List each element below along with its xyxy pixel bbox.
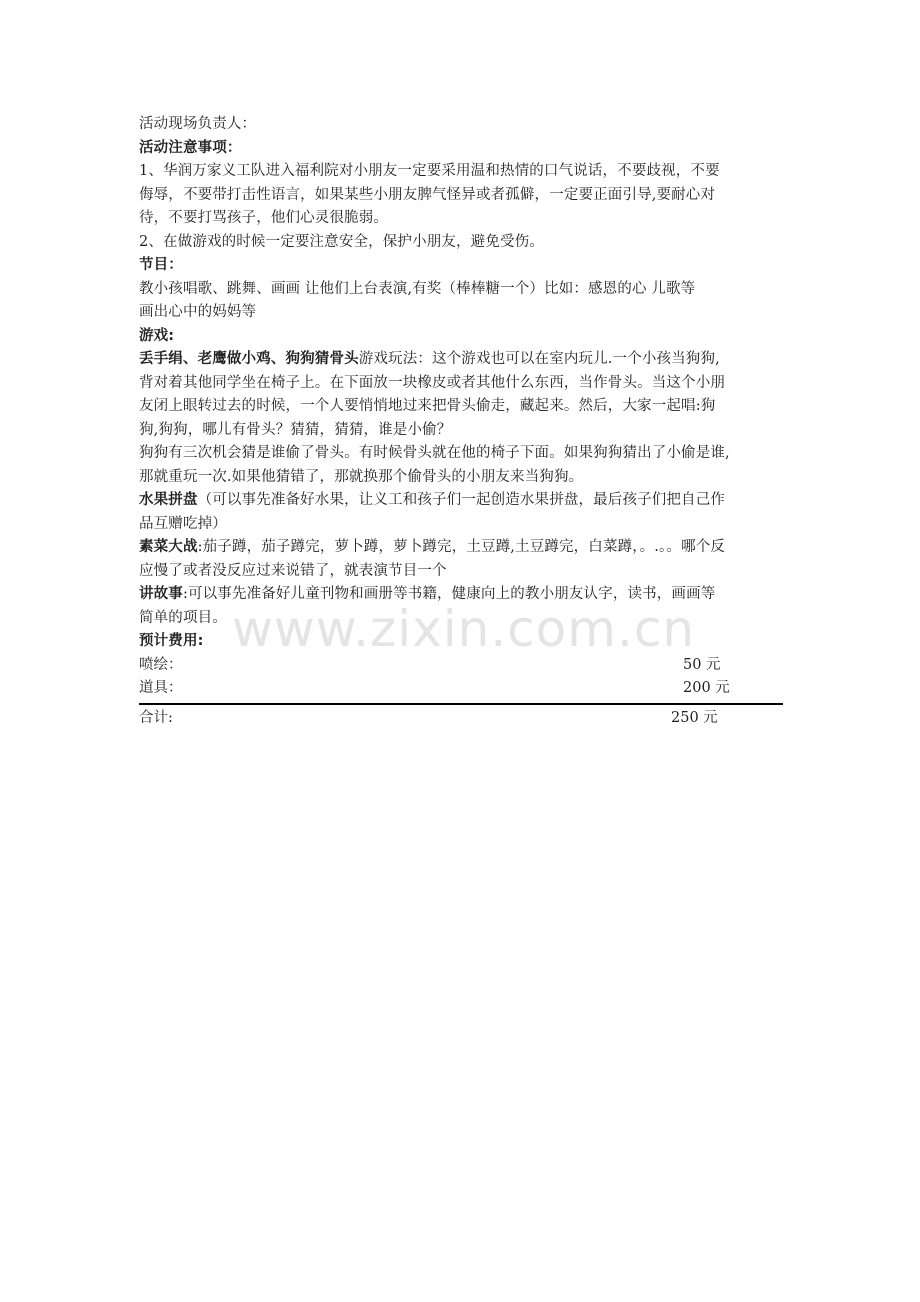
notes-line: 待，不要打骂孩子，他们心灵很脆弱。 [139, 210, 389, 226]
game2-title: 水果拼盘 [139, 492, 198, 508]
total-label: 合计: [139, 709, 173, 726]
game4-paragraph [139, 583, 783, 607]
game2-line: 品互赠吃掉） [139, 515, 227, 532]
game4-line: :可以事先准备好儿童刊物和画册等书籍，健康向上的教小朋友认字，读书，画画等 [182, 586, 716, 602]
document-body [139, 113, 783, 730]
total-amount: 250 元 [671, 709, 718, 726]
budget-row [139, 654, 783, 678]
game1-line: 那就重玩一次.如果他猜错了，那就换那个偷骨头的小朋友来当狗狗。 [139, 468, 584, 485]
game1-line: 背对着其他同学坐在椅子上。在下面放一块橡皮或者其他什么东西，当作骨头。当这个小朋 [139, 374, 725, 391]
notes-heading: 活动注意事项： [139, 139, 242, 156]
game3-line: :茄子蹲，茄子蹲完，萝卜蹲，萝卜蹲完，土豆蹲,土豆蹲完，白菜蹲，。.。。哪个反 [197, 539, 726, 555]
budget-heading: 预计费用: [139, 633, 204, 649]
program-line: 画出心中的妈妈等 [139, 304, 257, 320]
notes-line: 侮辱，不要带打击性语言，如果某些小朋友脾气怪异或者孤僻，一定要正面引导,要耐心对 [139, 186, 716, 203]
budget-amount: 50 元 [683, 656, 721, 673]
game2-line: （可以事先准备好水果，让义工和孩子们一起创造水果拼盘，最后孩子们把自己作 [197, 492, 726, 508]
game1-line: 游戏玩法：这个游戏也可以在室内玩儿.一个小孩当狗狗, [358, 351, 720, 367]
game3-line: 应慢了或者没反应过来说错了，就表演节目一个 [139, 562, 447, 579]
total-divider [139, 703, 783, 705]
game1-paragraph [139, 348, 783, 372]
notes-line: 1、华润万家义工队进入福利院对小朋友一定要采用温和热情的口气说话，不要歧视，不要 [139, 163, 720, 179]
total-row [139, 707, 783, 731]
budget-row [139, 677, 783, 701]
program-heading: 节目： [139, 257, 183, 273]
game3-title: 素菜大战 [139, 539, 198, 555]
budget-label: 喷绘： [139, 656, 183, 673]
game4-line: 简单的项目。 [139, 609, 227, 626]
budget-label: 道具： [139, 680, 183, 696]
site-watermark: www.zixin.com.cn [232, 600, 696, 658]
game1-line: 狗狗有三次机会猜是谁偷了骨头。有时候骨头就在他的椅子下面。如果狗狗猜出了小偷是谁, [139, 445, 730, 461]
responsible-person: 活动现场负责人： [139, 116, 257, 132]
game1-title: 丢手绢、老鹰做小鸡、狗狗猜骨头 [139, 351, 359, 367]
program-line: 教小孩唱歌、跳舞、画画 让他们上台表演,有奖（棒棒糖一个）比如：感恩的心 儿歌等 [139, 280, 696, 297]
game3-paragraph [139, 536, 783, 560]
game1-line: 狗,狗狗，哪儿有骨头？猜猜，猜猜，谁是小偷？ [139, 421, 452, 438]
game4-title: 讲故事 [139, 586, 183, 602]
game2-paragraph [139, 489, 783, 513]
game1-line: 友闭上眼转过去的时候，一个人要悄悄地过来把骨头偷走，藏起来。然后，大家一起唱:狗 [139, 398, 716, 414]
budget-amount: 200 元 [683, 680, 730, 696]
notes-line: 2、在做游戏的时候一定要注意安全，保护小朋友，避免受伤。 [139, 233, 544, 250]
games-heading: 游戏: [139, 327, 175, 344]
